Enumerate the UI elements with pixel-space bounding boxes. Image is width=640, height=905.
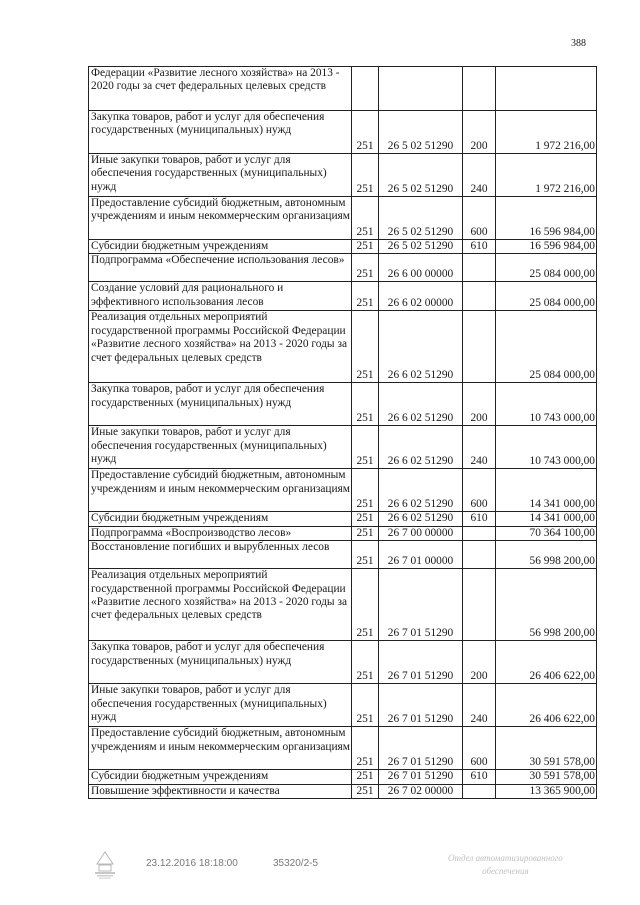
table-row [89, 240, 597, 254]
row-expense-type-cell [463, 311, 496, 383]
row-amount-cell: 14 341 000,00 [496, 512, 597, 526]
row-name-cell: Иные закупки товаров, работ и услуг для обеспечения государственных (муниципальных) нужд [89, 154, 352, 197]
row-expense-type-cell: 240 [463, 154, 496, 197]
row-expense-type-cell: 600 [463, 197, 496, 240]
budget-table [88, 66, 597, 799]
row-expense-type-cell [463, 541, 496, 569]
row-code-cell: 251 [352, 426, 379, 469]
row-amount-cell: 16 596 984,00 [496, 197, 597, 240]
row-amount-cell: 16 596 984,00 [496, 240, 597, 254]
row-code-cell [352, 67, 379, 111]
row-name-cell: Федерации «Развитие лесного хозяйства» на 2013 - 2020 годы за счет федеральных целевых средств [89, 67, 352, 111]
row-target-article-cell: 26 7 01 51290 [379, 569, 463, 641]
row-name-cell: Предоставление субсидий бюджетным, автономным учреждениям и иным некоммерческим организациям [89, 197, 352, 240]
row-name-cell: Иные закупки товаров, работ и услуг для обеспечения государственных (муниципальных) нужд [89, 684, 352, 727]
page-number: 388 [571, 38, 586, 49]
table-row [89, 111, 597, 154]
row-target-article-cell: 26 7 02 00000 [379, 784, 463, 798]
row-name-cell: Субсидии бюджетным учреждениям [89, 240, 352, 254]
row-target-article-cell: 26 7 01 00000 [379, 541, 463, 569]
row-name-cell: Закупка товаров, работ и услуг для обеспечения государственных (муниципальных) нужд [89, 383, 352, 426]
table-row [89, 512, 597, 526]
table-row [89, 684, 597, 727]
row-code-cell: 251 [352, 240, 379, 254]
row-expense-type-cell [463, 67, 496, 111]
table-row [89, 197, 597, 240]
row-code-cell: 251 [352, 684, 379, 727]
row-name-cell: Предоставление субсидий бюджетным, автономным учреждениям и иным некоммерческим организациям [89, 727, 352, 770]
table-row [89, 469, 597, 512]
row-amount-cell: 30 591 578,00 [496, 727, 597, 770]
row-expense-type-cell [463, 784, 496, 798]
row-target-article-cell: 26 6 02 51290 [379, 469, 463, 512]
footer-datetime: 23.12.2016 18:18:00 [146, 858, 238, 869]
row-name-cell: Восстановление погибших и вырубленных лесов [89, 541, 352, 569]
row-amount-cell: 56 998 200,00 [496, 541, 597, 569]
row-name-cell: Подпрограмма «Воспроизводство лесов» [89, 526, 352, 540]
row-amount-cell: 56 998 200,00 [496, 569, 597, 641]
stamp [448, 852, 563, 878]
row-expense-type-cell: 200 [463, 641, 496, 684]
budget-table-body [89, 67, 597, 799]
table-row [89, 641, 597, 684]
row-name-cell: Закупка товаров, работ и услуг для обеспечения государственных (муниципальных) нужд [89, 641, 352, 684]
row-code-cell: 251 [352, 469, 379, 512]
stamp-line-1: Отдел автоматизированного [448, 853, 563, 863]
row-amount-cell: 1 972 216,00 [496, 154, 597, 197]
row-target-article-cell: 26 5 02 51290 [379, 240, 463, 254]
row-target-article-cell: 26 6 02 51290 [379, 383, 463, 426]
row-name-cell: Предоставление субсидий бюджетным, автономным учреждениям и иным некоммерческим организациям [89, 469, 352, 512]
row-amount-cell: 26 406 622,00 [496, 684, 597, 727]
row-amount-cell: 26 406 622,00 [496, 641, 597, 684]
row-code-cell: 251 [352, 111, 379, 154]
table-row [89, 154, 597, 197]
row-code-cell: 251 [352, 254, 379, 282]
table-row [89, 784, 597, 798]
table-row [89, 67, 597, 111]
row-target-article-cell [379, 67, 463, 111]
row-name-cell: Подпрограмма «Обеспечение использования лесов» [89, 254, 352, 282]
row-code-cell: 251 [352, 569, 379, 641]
row-expense-type-cell: 610 [463, 240, 496, 254]
row-amount-cell: 25 084 000,00 [496, 311, 597, 383]
row-code-cell: 251 [352, 641, 379, 684]
row-expense-type-cell [463, 282, 496, 311]
row-name-cell: Создание условий для рационального и эффективного использования лесов [89, 282, 352, 311]
row-code-cell: 251 [352, 383, 379, 426]
row-expense-type-cell: 200 [463, 383, 496, 426]
row-code-cell: 251 [352, 526, 379, 540]
table-row [89, 426, 597, 469]
row-target-article-cell: 26 7 01 51290 [379, 684, 463, 727]
row-target-article-cell: 26 5 02 51290 [379, 154, 463, 197]
row-expense-type-cell: 600 [463, 469, 496, 512]
table-row [89, 727, 597, 770]
row-target-article-cell: 26 5 02 51290 [379, 111, 463, 154]
row-amount-cell: 25 084 000,00 [496, 254, 597, 282]
row-name-cell: Иные закупки товаров, работ и услуг для обеспечения государственных (муниципальных) нужд [89, 426, 352, 469]
row-expense-type-cell: 240 [463, 684, 496, 727]
row-target-article-cell: 26 7 01 51290 [379, 770, 463, 784]
row-target-article-cell: 26 5 02 51290 [379, 197, 463, 240]
stamp-line-2: обеспечения [482, 866, 529, 876]
row-amount-cell: 1 972 216,00 [496, 111, 597, 154]
row-name-cell: Повышение эффективности и качества [89, 784, 352, 798]
row-code-cell: 251 [352, 154, 379, 197]
row-code-cell: 251 [352, 197, 379, 240]
row-target-article-cell: 26 7 00 00000 [379, 526, 463, 540]
row-expense-type-cell: 200 [463, 111, 496, 154]
row-name-cell: Субсидии бюджетным учреждениям [89, 770, 352, 784]
row-code-cell: 251 [352, 770, 379, 784]
row-expense-type-cell [463, 526, 496, 540]
row-expense-type-cell: 240 [463, 426, 496, 469]
table-row [89, 282, 597, 311]
row-amount-cell: 13 365 900,00 [496, 784, 597, 798]
row-target-article-cell: 26 6 00 00000 [379, 254, 463, 282]
table-row [89, 569, 597, 641]
row-amount-cell: 14 341 000,00 [496, 469, 597, 512]
row-target-article-cell: 26 6 02 51290 [379, 426, 463, 469]
row-target-article-cell: 26 7 01 51290 [379, 641, 463, 684]
table-row [89, 383, 597, 426]
footer-doc-code: 35320/2-5 [273, 858, 319, 869]
emblem-icon [92, 850, 118, 880]
row-code-cell: 251 [352, 727, 379, 770]
row-amount-cell [496, 67, 597, 111]
row-name-cell: Субсидии бюджетным учреждениям [89, 512, 352, 526]
row-expense-type-cell [463, 569, 496, 641]
row-expense-type-cell: 610 [463, 512, 496, 526]
row-target-article-cell: 26 6 02 51290 [379, 311, 463, 383]
table-row [89, 254, 597, 282]
table-row [89, 311, 597, 383]
row-name-cell: Закупка товаров, работ и услуг для обеспечения государственных (муниципальных) нужд [89, 111, 352, 154]
row-name-cell: Реализация отдельных мероприятий государственной программы Российской Федерации «Развитие лесного хозяйства» на 2013 - 2020 годы за счет федеральных целевых средств [89, 569, 352, 641]
row-expense-type-cell: 600 [463, 727, 496, 770]
row-expense-type-cell [463, 254, 496, 282]
table-row [89, 770, 597, 784]
row-code-cell: 251 [352, 541, 379, 569]
row-name-cell: Реализация отдельных мероприятий государственной программы Российской Федерации «Развитие лесного хозяйства» на 2013 - 2020 годы за счет федеральных целевых средств [89, 311, 352, 383]
row-expense-type-cell: 610 [463, 770, 496, 784]
row-amount-cell: 70 364 100,00 [496, 526, 597, 540]
row-code-cell: 251 [352, 282, 379, 311]
row-code-cell: 251 [352, 512, 379, 526]
row-code-cell: 251 [352, 311, 379, 383]
table-row [89, 526, 597, 540]
row-amount-cell: 10 743 000,00 [496, 383, 597, 426]
row-target-article-cell: 26 7 01 51290 [379, 727, 463, 770]
row-amount-cell: 30 591 578,00 [496, 770, 597, 784]
table-row [89, 541, 597, 569]
row-amount-cell: 10 743 000,00 [496, 426, 597, 469]
row-target-article-cell: 26 6 02 00000 [379, 282, 463, 311]
row-code-cell: 251 [352, 784, 379, 798]
row-target-article-cell: 26 6 02 51290 [379, 512, 463, 526]
row-amount-cell: 25 084 000,00 [496, 282, 597, 311]
